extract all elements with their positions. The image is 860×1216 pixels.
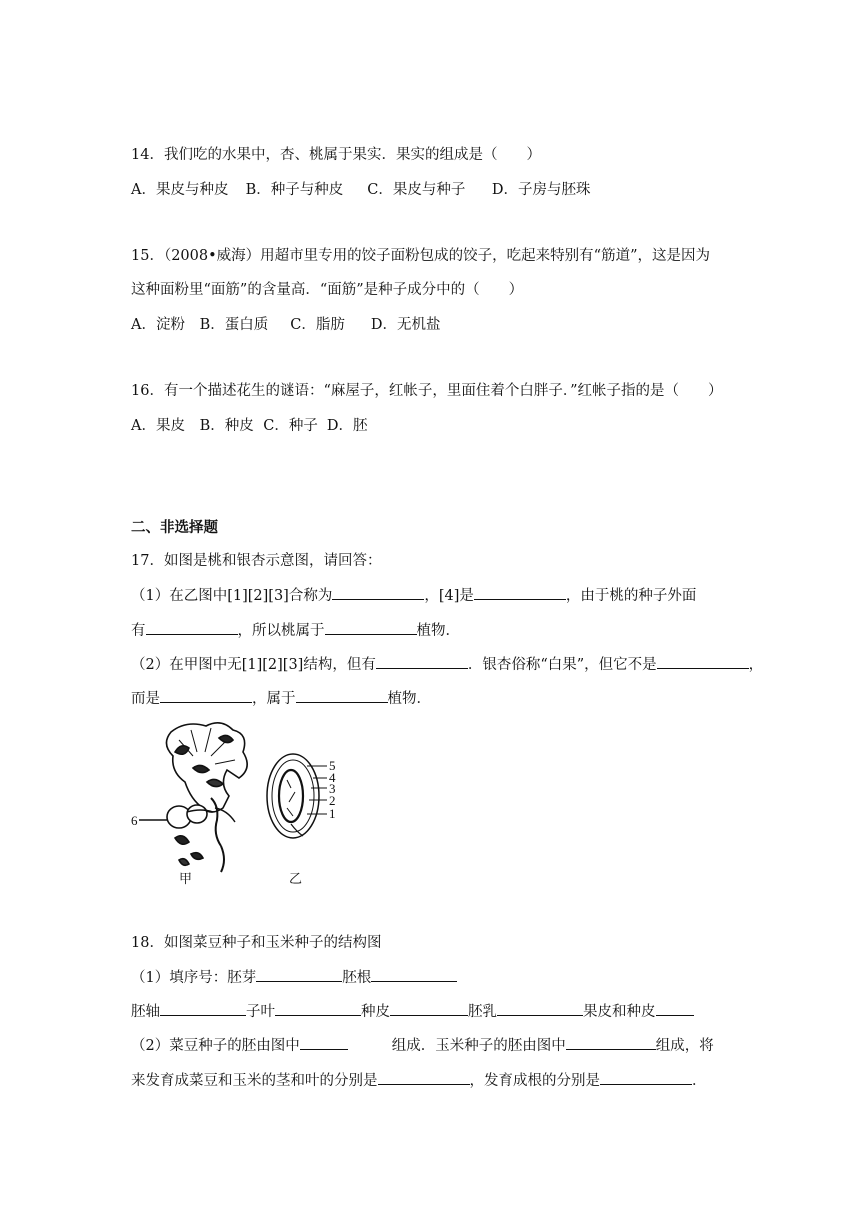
option-c: C．脂肪 (290, 317, 345, 333)
figure-label-6: 6 (131, 813, 138, 828)
question-15-options (131, 315, 440, 335)
answer-blank[interactable] (566, 1035, 656, 1050)
question-17-part-1-line-2: 有 ，所以桃属于 植物． (131, 620, 460, 641)
question-17-stem: 17．如图是桃和银杏示意图，请回答： (131, 553, 382, 569)
figure-label-4: 4 (329, 770, 336, 785)
question-15-stem-line-1: 15．（2008•威海）用超市里专用的饺子面粉包成的饺子，吃起来特别有“筋道”，这是因为 (131, 248, 710, 264)
ginkgo-branch-illustration (139, 723, 247, 872)
option-c: C．果皮与种子 (367, 182, 466, 198)
question-18-part-2-line-1: （2）菜豆种子的胚由图中 组成．玉米种子的胚由图中 组成，将 (131, 1035, 714, 1056)
answer-blank[interactable] (371, 967, 457, 982)
figure-label-5: 5 (329, 758, 336, 773)
option-d: D．胚 (326, 418, 368, 434)
answer-blank[interactable] (376, 654, 468, 669)
answer-blank[interactable] (256, 967, 342, 982)
question-18-part-2-line-2: 来发育成菜豆和玉米的茎和叶的分别是 ，发育成根的分别是 ． (131, 1070, 707, 1091)
question-14-options (131, 180, 590, 200)
answer-blank[interactable] (300, 1035, 348, 1050)
option-b: B．种皮 (199, 418, 254, 434)
figure-label-yi: 乙 (289, 871, 303, 886)
figure-label-jia: 甲 (179, 871, 193, 886)
answer-blank[interactable] (656, 1001, 694, 1016)
question-15-stem-line-2: 这种面粉里“面筋”的含量高．“面筋”是种子成分中的（ ） (131, 282, 524, 298)
answer-blank[interactable] (146, 620, 238, 635)
answer-blank[interactable] (275, 1001, 361, 1016)
figure-label-2: 2 (329, 793, 336, 808)
option-d: D．无机盐 (370, 317, 441, 333)
option-a: A．果皮与种皮 (131, 182, 229, 198)
option-b: B．蛋白质 (199, 317, 269, 333)
option-b: B．种子与种皮 (245, 182, 344, 198)
option-a: A．果皮 (131, 418, 185, 434)
option-d: D．子房与胚珠 (491, 182, 591, 198)
answer-blank[interactable] (600, 1070, 692, 1085)
answer-blank[interactable] (378, 1070, 470, 1085)
answer-blank[interactable] (160, 1001, 246, 1016)
question-17-part-2-line-2: 而是 ，属于 植物． (131, 688, 431, 709)
question-18-stem: 18．如图菜豆种子和玉米种子的结构图 (131, 935, 382, 951)
figure-label-1: 1 (329, 806, 336, 821)
question-18-part-1-line-1: （1）填序号：胚芽 胚根 (131, 967, 457, 988)
answer-blank[interactable] (497, 1001, 583, 1016)
answer-blank[interactable] (332, 585, 424, 600)
question-17-part-2-line-1: （2）在甲图中无[1][2][3]结构，但有 ．银杏俗称“白果”，但它不是 ， (131, 654, 763, 675)
question-18-part-1-line-2: 胚轴 子叶 种皮 胚乳 果皮和种皮 (131, 1001, 694, 1022)
question-16-stem: 16．有一个描述花生的谜语：“麻屋子，红帐子，里面住着个白胖子．”红帐子指的是（ ） (131, 383, 723, 399)
answer-blank[interactable] (325, 620, 417, 635)
answer-blank[interactable] (390, 1001, 468, 1016)
answer-blank[interactable] (296, 688, 388, 703)
peach-seed-illustration (267, 754, 327, 838)
answer-blank[interactable] (474, 585, 566, 600)
question-16-options (131, 416, 367, 436)
option-c: C．种子 (263, 418, 318, 434)
option-a: A．淀粉 (131, 317, 185, 333)
answer-blank[interactable] (657, 654, 749, 669)
ginkgo-peach-figure (131, 712, 346, 887)
section-heading: 二、非选择题 (131, 519, 218, 536)
figure-label-3: 3 (329, 781, 336, 796)
answer-blank[interactable] (160, 688, 252, 703)
question-17-part-1-line-1: （1）在乙图中[1][2][3]合称为 ，[4]是 ，由于桃的种子外面 (131, 585, 696, 606)
question-14-stem: 14．我们吃的水果中，杏、桃属于果实．果实的组成是（ ） (131, 147, 541, 163)
